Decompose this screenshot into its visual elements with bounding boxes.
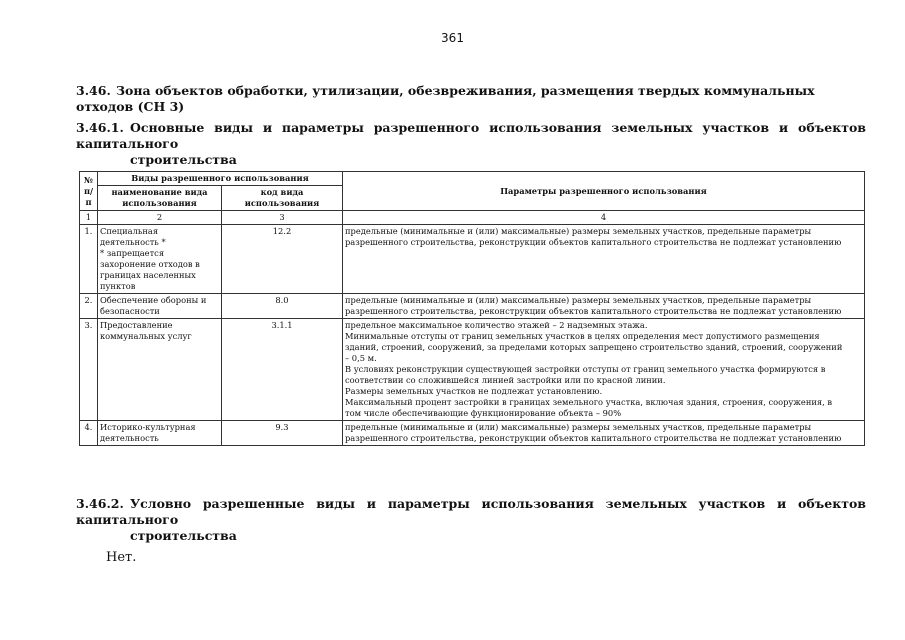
section-heading-3-46 [76, 83, 866, 115]
use-name-line: Предоставление [100, 320, 173, 330]
subsection-title-line2: строительства [130, 528, 237, 543]
header-code: код вида использования [222, 186, 343, 211]
use-params-line: зданий, строений, сооружений, за пределами которых запрещено строительство зданий, строений, сооружений [345, 342, 843, 352]
subsection-title-line1: Основные виды и параметры разрешенного использования земельных участков и объектов капитального [76, 120, 866, 151]
index-cell: 3 [222, 211, 343, 225]
row-number: 2. [80, 294, 98, 319]
use-params-line: разрешенного строительства, реконструкции объектов капитального строительства не подлежат установлению [345, 306, 842, 316]
use-name-line: безопасности [100, 306, 160, 316]
use-name-line: коммунальных услуг [100, 331, 192, 341]
use-params-line: том числе обеспечивающие функционирование объекта – 90% [345, 408, 622, 418]
use-name-line: Специальная [100, 226, 159, 236]
use-params-line: Размеры земельных участков не подлежат установлению. [345, 386, 603, 396]
use-code: 9.3 [222, 421, 343, 446]
header-use-types: Виды разрешенного использования [98, 172, 343, 186]
row-number: 3. [80, 319, 98, 421]
use-name-line: Историко-культурная [100, 422, 196, 432]
index-cell: 4 [343, 211, 865, 225]
row-number: 1. [80, 225, 98, 294]
table-row [80, 319, 865, 421]
use-name-line: захоронение отходов в [100, 259, 200, 269]
use-params [343, 319, 865, 421]
use-params-line: предельное максимальное количество этажей – 2 надземных этажа. [345, 320, 648, 330]
use-params-line: Минимальные отступы от границ земельных участков в целях определения мест допустимого размещения [345, 331, 820, 341]
use-params-line: В условиях реконструкции существующей застройки отступы от границ земельного участка формируются в [345, 364, 826, 374]
table-row [80, 421, 865, 446]
page-number: 361 [441, 31, 464, 45]
section-title: Зона объектов обработки, утилизации, обезвреживания, размещения твердых коммунальных отходов (СН 3) [76, 83, 815, 114]
row-number: 4. [80, 421, 98, 446]
use-params-line: предельные (минимальные и (или) максимальные) размеры земельных участков, предельные параметры [345, 422, 812, 432]
use-params [343, 421, 865, 446]
use-params [343, 294, 865, 319]
use-name-line: * запрещается [100, 248, 165, 258]
use-name-line: деятельность * [100, 237, 166, 247]
use-params-line: разрешенного строительства, реконструкции объектов капитального строительства не подлежат установлению [345, 433, 842, 443]
use-code: 3.1.1 [222, 319, 343, 421]
use-name-line: границах населенных [100, 270, 196, 280]
use-params-line: соответствии со сложившейся линией застройки или по красной линии. [345, 375, 666, 385]
use-name-line: пунктов [100, 281, 136, 291]
land-use-table [79, 171, 865, 446]
use-name [98, 294, 222, 319]
section-number: 3.46. [76, 83, 111, 98]
use-params-line: предельные (минимальные и (или) максимальные) размеры земельных участков, предельные параметры [345, 226, 812, 236]
use-params-line: Максимальный процент застройки в границах земельного участка, включая здания, строения, сооружения, в [345, 397, 833, 407]
subsection-title-line1: Условно разрешенные виды и параметры использования земельных участков и объектов капитального [76, 496, 866, 527]
use-params-line: разрешенного строительства, реконструкции объектов капитального строительства не подлежат установлению [345, 237, 842, 247]
none-text: Нет. [106, 550, 137, 565]
subsection-title-line2: строительства [130, 152, 237, 167]
subsection-heading-3-46-1 [76, 120, 866, 168]
subsection-heading-3-46-2 [76, 496, 866, 544]
use-name [98, 421, 222, 446]
subsection-number: 3.46.2. [76, 496, 124, 511]
use-name [98, 319, 222, 421]
table-row [80, 294, 865, 319]
header-params: Параметры разрешенного использования [343, 172, 865, 211]
index-row [80, 211, 865, 225]
subsection-number: 3.46.1. [76, 120, 124, 135]
header-num: № п/п [80, 172, 98, 211]
use-name-line: деятельность [100, 433, 159, 443]
table-row [80, 225, 865, 294]
index-cell: 1 [80, 211, 98, 225]
use-params-line: – 0,5 м. [345, 353, 377, 363]
use-params-line: предельные (минимальные и (или) максимальные) размеры земельных участков, предельные параметры [345, 295, 812, 305]
use-name-line: Обеспечение обороны и [100, 295, 207, 305]
index-cell: 2 [98, 211, 222, 225]
use-name [98, 225, 222, 294]
use-params [343, 225, 865, 294]
use-code: 12.2 [222, 225, 343, 294]
use-code: 8.0 [222, 294, 343, 319]
header-name: наименование вида использования [98, 186, 222, 211]
